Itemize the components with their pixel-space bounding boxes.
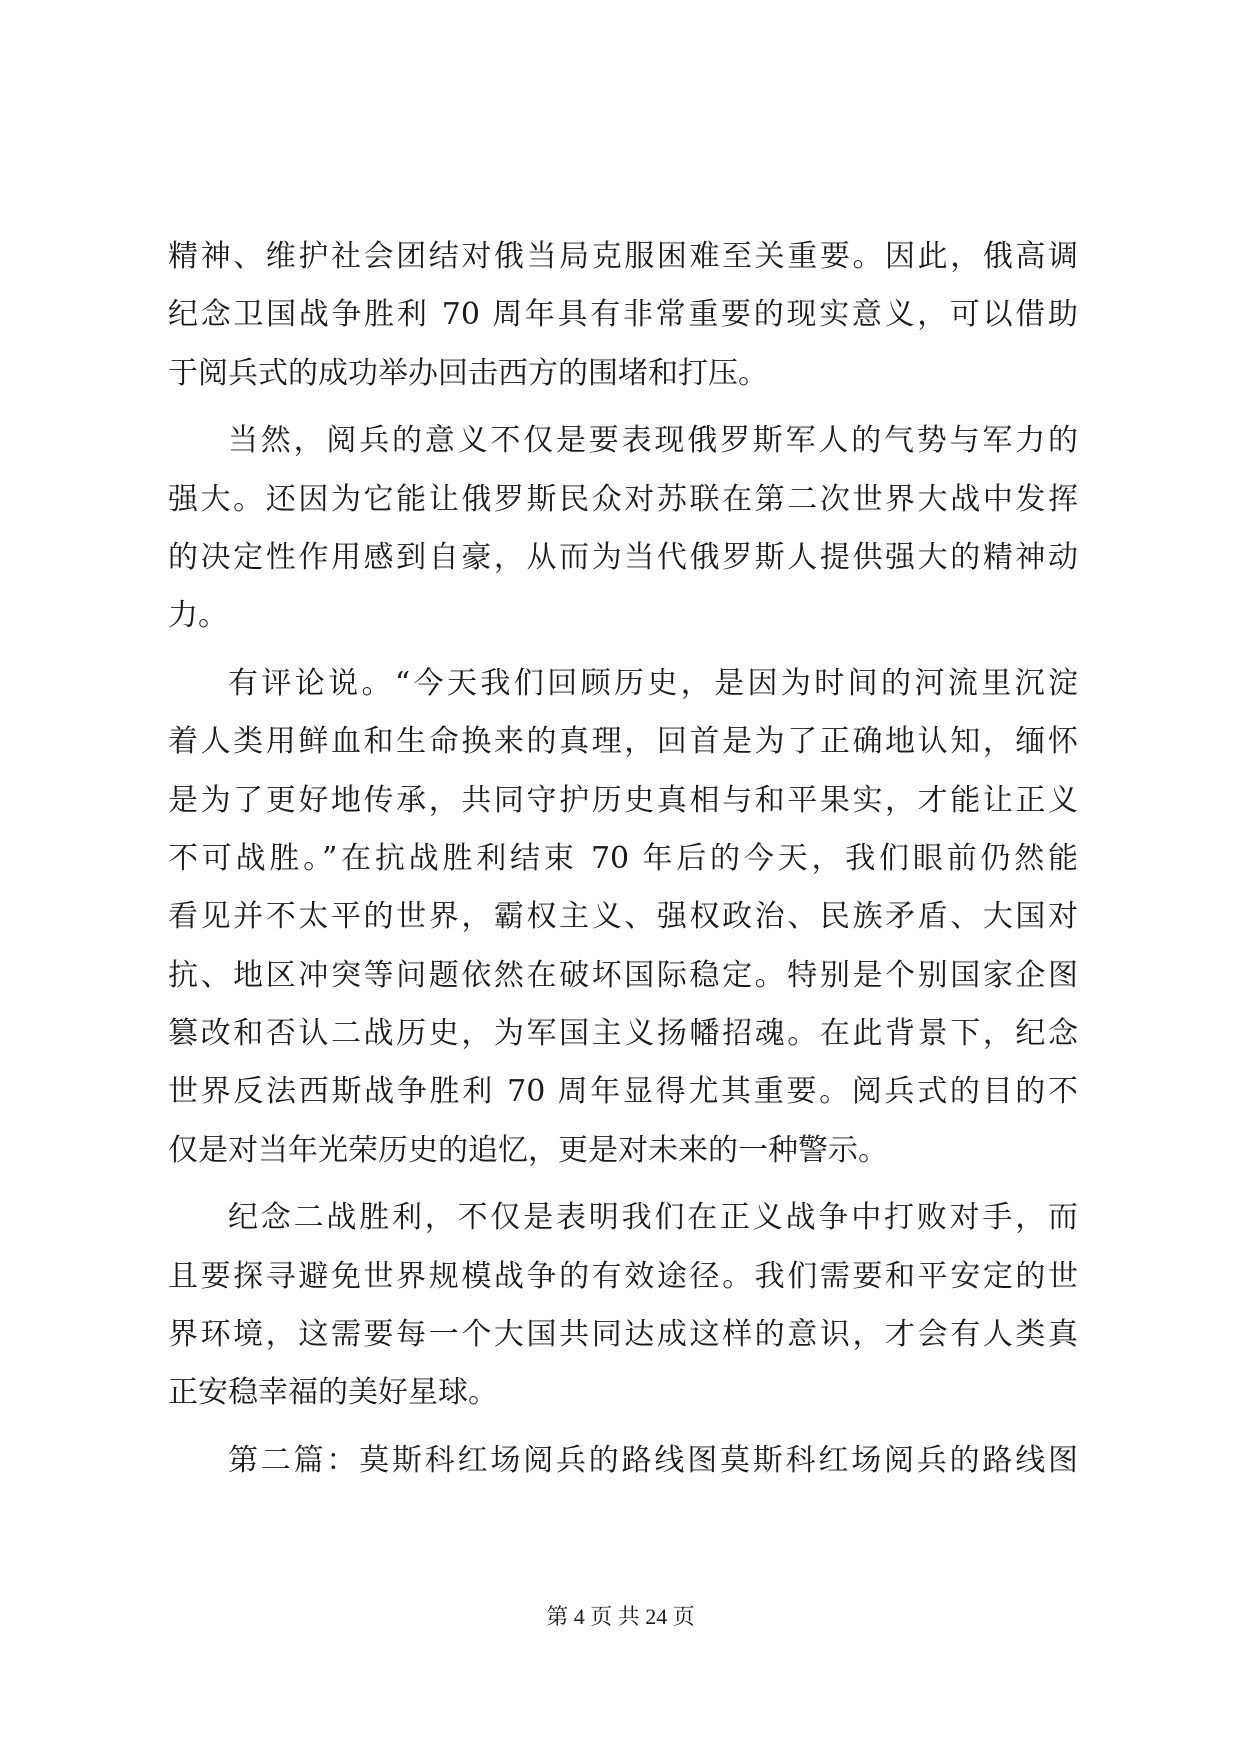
text-line: 世界反法西斯战争胜利 70 周年显得尤其重要。阅兵式的目的不 [168, 1074, 1078, 1110]
text-line: 于阅兵式的成功举办回击西方的围堵和打压。 [168, 355, 768, 391]
section-heading-line: 第二篇：莫斯科红场阅兵的路线图莫斯科红场阅兵的路线图 [228, 1442, 1078, 1478]
page-number: 第 4 页 共 24 页 [546, 1604, 695, 1629]
text-line: 纪念卫国战争胜利 70 周年具有非常重要的现实意义，可以借助 [168, 297, 1078, 333]
paragraph-gap [168, 1423, 1078, 1432]
paragraph-first-line: 纪念二战胜利，不仅是表明我们在正义战争中打败对手，而 [228, 1200, 1078, 1236]
paragraph-gap [168, 646, 1078, 655]
paragraph-gap [168, 403, 1078, 412]
text-line: 仅是对当年光荣历史的追忆，更是对未来的一种警示。 [168, 1132, 888, 1168]
text-line: 且要探寻避免世界规模战争的有效途径。我们需要和平安定的世 [168, 1258, 1078, 1294]
text-line: 精神、维护社会团结对俄当局克服困难至关重要。因此，俄高调 [168, 239, 1078, 274]
paragraph-gap [168, 1180, 1078, 1189]
paragraph-first-line: 当然，阅兵的意义不仅是要表现俄罗斯军人的气势与军力的 [228, 423, 1078, 459]
text-line: 是为了更好地传承，共同守护历史真相与和平果实，才能让正义 [168, 782, 1078, 818]
text-line: 篡改和否认二战历史，为军国主义扬幡招魂。在此背景下，纪念 [168, 1016, 1078, 1052]
paragraph-first-line: 有评论说。“今天我们回顾历史，是因为时间的河流里沉淀 [228, 665, 1078, 701]
text-line: 看见并不太平的世界，霸权主义、强权政治、民族矛盾、大国对 [168, 899, 1078, 935]
text-line: 着人类用鲜血和生命换来的真理，回首是为了正确地认知，缅怀 [168, 724, 1078, 760]
document-body [168, 228, 1078, 1490]
text-line: 界环境，这需要每一个大国共同达成这样的意识，才会有人类真 [168, 1317, 1078, 1353]
text-line: 强大。还因为它能让俄罗斯民众对苏联在第二次世界大战中发挥 [168, 481, 1078, 517]
text-line: 不可战胜。”在抗战胜利结束 70 年后的今天，我们眼前仍然能 [168, 840, 1078, 876]
text-line: 正安稳幸福的美好星球。 [168, 1375, 498, 1411]
text-line: 的决定性作用感到自豪，从而为当代俄罗斯人提供强大的精神动 [168, 539, 1078, 575]
text-line: 抗、地区冲突等问题依然在破坏国际稳定。特别是个别国家企图 [168, 957, 1078, 993]
text-line: 力。 [168, 598, 228, 634]
